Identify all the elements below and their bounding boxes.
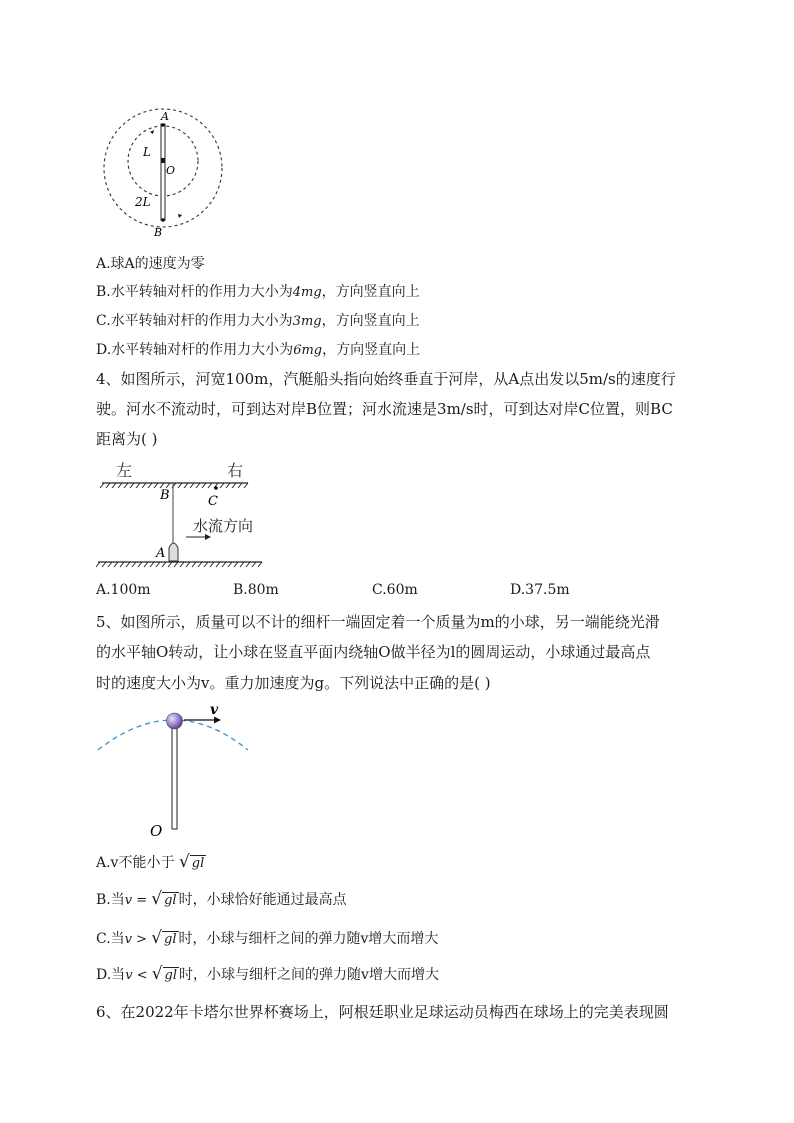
label-o: O xyxy=(166,164,176,177)
q4-option-d: D.37.5m xyxy=(510,582,570,598)
sqrt-gl-a xyxy=(179,852,206,872)
q5-option-b-math: v = xyxy=(124,893,152,908)
label-left: 左 xyxy=(116,461,133,480)
sqrt-argument: gl xyxy=(164,968,178,983)
sqrt-sign-icon: √ xyxy=(178,852,190,872)
q3-option-a: A.球A的速度为零 xyxy=(96,256,205,272)
q5-option-d-tail: 时，小球与细杆之间的弹力随v增大而增大 xyxy=(179,967,439,983)
label-c-river: C xyxy=(208,494,218,509)
label-a-river: A xyxy=(156,546,166,561)
q5-option-d-math: v < xyxy=(125,968,152,983)
q4-option-b: B.80m xyxy=(233,582,279,598)
q5-option-a-text: A.v不能小于 xyxy=(96,855,175,871)
q3-option-d-tail: ，方向竖直向上 xyxy=(322,342,421,358)
q5-option-c xyxy=(96,928,438,948)
q6-line-1: 6、在2022年卡塔尔世界杯赛场上，阿根廷职业足球运动员梅西在球场上的完美表现圆 xyxy=(96,1003,669,1021)
label-l: L xyxy=(143,145,151,159)
sqrt-sign-icon: √ xyxy=(151,889,163,909)
label-right: 右 xyxy=(227,461,244,480)
q5-option-d xyxy=(96,964,439,984)
q5-option-c-math: v > xyxy=(124,932,152,947)
q5-option-b-tail: 时，小球恰好能通过最高点 xyxy=(178,892,347,908)
q3-option-c-tail: ，方向竖直向上 xyxy=(321,313,420,329)
q3-option-b-math: 4mg xyxy=(292,285,322,300)
q5-option-d-text: D.当 xyxy=(96,967,126,983)
q3-option-d-math: 6mg xyxy=(293,343,323,358)
q5-option-b-text: B.当 xyxy=(96,892,125,908)
q5-option-a xyxy=(96,852,206,872)
sqrt-sign-icon: √ xyxy=(151,964,163,984)
label-b: B xyxy=(154,226,163,239)
q4-option-a: A.100m xyxy=(96,582,151,598)
q4-line-2: 驶。河水不流动时，可到达对岸B位置；河水流速是3m/s时，可到达对岸C位置，则BC xyxy=(96,400,673,418)
q4-line-1: 4、如图所示，河宽100m，汽艇船头指向始终垂直于河岸，从A点出发以5m/s的速度行 xyxy=(96,370,676,388)
q5-line-1: 5、如图所示，质量可以不计的细杆一端固定着一个质量为m的小球，另一端能绕光滑 xyxy=(96,613,660,631)
q3-option-c-text: C.水平转轴对杆的作用力大小为 xyxy=(96,313,293,329)
label-b-river: B xyxy=(160,488,170,503)
thin-rod xyxy=(172,722,177,829)
q5-option-c-tail: 时，小球与细杆之间的弹力随v增大而增大 xyxy=(178,931,439,947)
q4-line-3: 距离为( ) xyxy=(96,430,158,448)
sqrt-gl-c xyxy=(151,928,178,948)
label-a: A xyxy=(161,110,169,123)
label-o-axis: O xyxy=(150,822,163,840)
ball xyxy=(167,713,183,729)
sqrt-sign-icon: √ xyxy=(151,928,163,948)
sqrt-gl-d xyxy=(151,964,179,984)
sqrt-argument: gl xyxy=(164,893,177,908)
label-flow-direction: 水流方向 xyxy=(193,517,254,535)
q4-option-c: C.60m xyxy=(372,582,418,598)
q5-option-b xyxy=(96,889,347,909)
sqrt-argument: gl xyxy=(164,932,177,947)
q3-option-b-text: B.水平转轴对杆的作用力大小为 xyxy=(96,284,293,300)
q5-line-2: 的水平轴O转动，让小球在竖直平面内绕轴O做半径为l的圆周运动，小球通过最高点 xyxy=(96,643,651,661)
sqrt-gl-b xyxy=(151,889,178,909)
q3-option-d-text: D.水平转轴对杆的作用力大小为 xyxy=(96,342,294,358)
q5-line-3: 时的速度大小为v。重力加速度为g。下列说法中正确的是( ) xyxy=(96,674,491,692)
label-2l: 2L xyxy=(135,195,151,209)
q5-option-c-text: C.当 xyxy=(96,931,125,947)
q3-option-b-tail: ，方向竖直向上 xyxy=(321,284,420,300)
sqrt-argument: gl xyxy=(191,856,205,871)
label-v: v xyxy=(210,702,219,718)
q3-option-c-math: 3mg xyxy=(292,314,322,329)
